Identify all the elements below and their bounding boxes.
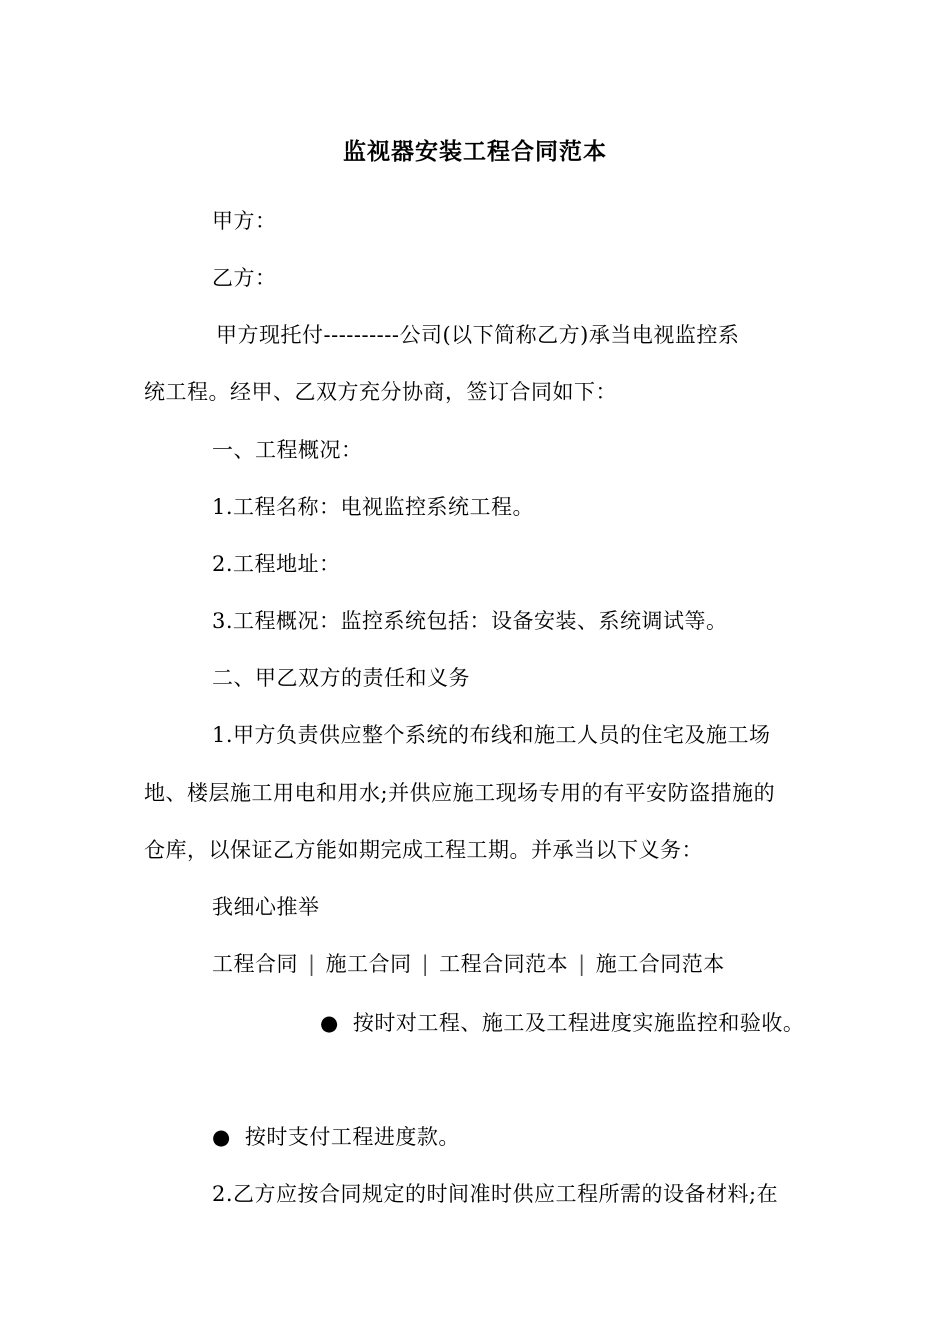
section-1-heading: 一、工程概况： (212, 438, 363, 462)
document-title: 监视器安装工程合同范本 (343, 138, 607, 165)
item-project-address: 2.工程地址： (212, 552, 341, 576)
recommend-links (212, 949, 725, 979)
bullet-item-text: 按时对工程、施工及工程进度实施监控和验收。 (352, 1011, 805, 1035)
intro-paragraph-line-1: 甲方现托付----------公司(以下简称乙方)承当电视监控系 (216, 323, 740, 347)
link-separator: | (308, 952, 316, 976)
item-project-name: 1.工程名称：电视监控系统工程。 (212, 495, 535, 519)
duty-1-line-1: 1.甲方负责供应整个系统的布线和施工人员的住宅及施工场 (212, 723, 771, 747)
party-b-label: 乙方： (212, 266, 277, 290)
party-a-label: 甲方： (212, 209, 277, 233)
bullet-item-payment (212, 1122, 460, 1152)
duty-1-line-2: 地、楼层施工用电和用水;并供应施工现场专用的有平安防盗措施的 (144, 781, 776, 805)
link-separator: | (421, 952, 430, 976)
link-construction-contract[interactable]: 施工合同 (325, 952, 412, 976)
item-project-overview: 3.工程概况：监控系统包括：设备安装、系统调试等。 (212, 609, 728, 633)
bullet-item-supervision (320, 1008, 804, 1038)
duty-1-line-3: 仓库，以保证乙方能如期完成工程工期。并承当以下义务： (144, 838, 703, 862)
link-construction-contract-template[interactable]: 施工合同范本 (595, 952, 725, 976)
intro-paragraph-line-2: 统工程。经甲、乙双方充分协商，签订合同如下： (144, 380, 617, 404)
bullet-icon: ● (320, 1011, 339, 1035)
section-2-heading: 二、甲乙双方的责任和义务 (212, 666, 470, 690)
bullet-item-text: 按时支付工程进度款。 (244, 1125, 460, 1149)
recommend-label: 我细心推举 (212, 895, 320, 919)
duty-2-line-1: 2.乙方应按合同规定的时间准时供应工程所需的设备材料;在 (212, 1182, 779, 1206)
link-separator: | (578, 952, 586, 976)
link-engineering-contract-template[interactable]: 工程合同范本 (439, 952, 569, 976)
link-engineering-contract[interactable]: 工程合同 (212, 952, 298, 976)
bullet-icon: ● (212, 1125, 231, 1149)
